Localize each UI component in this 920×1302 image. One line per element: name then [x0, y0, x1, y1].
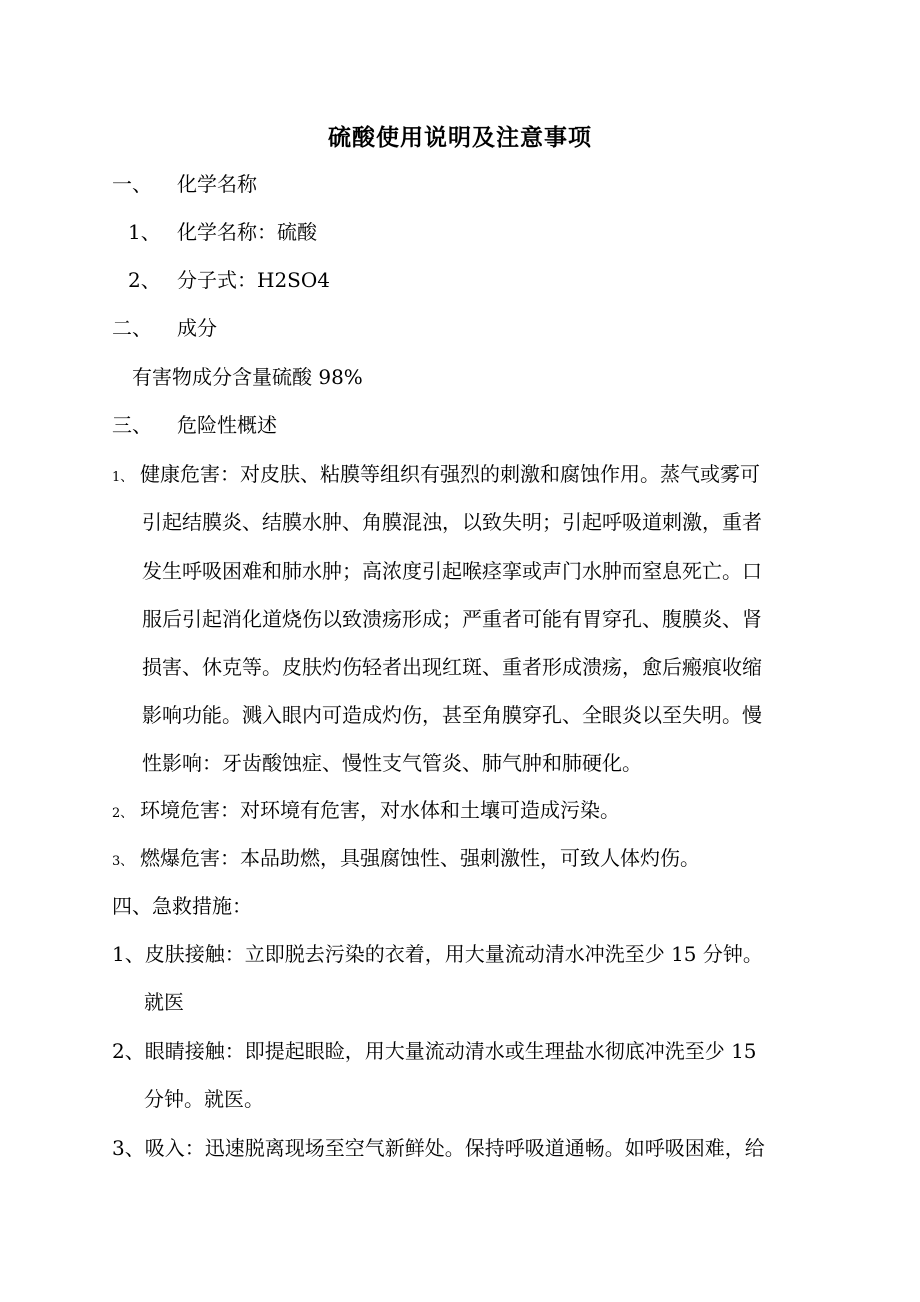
paragraph-line: 影响功能。溅入眼内可造成灼伤，甚至角膜穿孔、全眼炎以至失明。慢: [142, 703, 762, 727]
item-number: 1、: [128, 220, 161, 244]
section-number: 二、: [112, 316, 152, 340]
paragraph-line: 性影响：牙齿酸蚀症、慢性支气管炎、肺气肿和肺硬化。: [142, 751, 642, 775]
item-text: 化学名称：硫酸: [177, 220, 317, 244]
paragraph-line: 发生呼吸困难和肺水肿；高浓度引起喉痉挛或声门水肿而窒息死亡。口: [142, 559, 762, 583]
document-title: 硫酸使用说明及注意事项: [328, 124, 592, 151]
item-number: 1、: [112, 470, 134, 485]
paragraph-line: 服后引起消化道烧伤以致溃疡形成；严重者可能有胃穿孔、腹膜炎、肾: [142, 607, 762, 631]
paragraph-line: 燃爆危害：本品助燃，具强腐蚀性、强刺激性，可致人体灼伤。: [140, 846, 700, 870]
item-text: 分子式：H2SO4: [177, 268, 330, 292]
paragraph-line: 分钟。就医。: [144, 1087, 264, 1111]
paragraph-line: 环境危害：对环境有危害，对水体和土壤可造成污染。: [140, 798, 620, 822]
item-number: 2、: [112, 806, 134, 821]
paragraph-line: 引起结膜炎、结膜水肿、角膜混浊，以致失明；引起呼吸道刺激，重者: [142, 510, 762, 534]
paragraph-line: 就医: [144, 990, 184, 1014]
section-number: 一、: [112, 172, 152, 196]
item-number: 3、: [112, 854, 134, 869]
item-number: 2、: [128, 268, 161, 292]
paragraph-line: 3、吸入：迅速脱离现场至空气新鲜处。保持呼吸道通畅。如呼吸困难，给: [112, 1136, 765, 1160]
section-label: 危险性概述: [177, 413, 277, 437]
paragraph-text: 有害物成分含量硫酸 98%: [132, 365, 363, 389]
paragraph-line: 2、眼睛接触：即提起眼睑，用大量流动清水或生理盐水彻底冲洗至少 15: [112, 1039, 757, 1063]
section-label: 化学名称: [177, 172, 257, 196]
section-label: 四、急救措施：: [112, 894, 252, 918]
paragraph-line: 健康危害：对皮肤、粘膜等组织有强烈的刺激和腐蚀作用。蒸气或雾可: [140, 462, 760, 486]
paragraph-line: 1、皮肤接触：立即脱去污染的衣着，用大量流动清水冲洗至少 15 分钟。: [112, 942, 763, 966]
section-label: 成分: [177, 316, 217, 340]
section-number: 三、: [112, 413, 152, 437]
paragraph-line: 损害、休克等。皮肤灼伤轻者出现红斑、重者形成溃疡，愈后瘢痕收缩: [142, 655, 762, 679]
